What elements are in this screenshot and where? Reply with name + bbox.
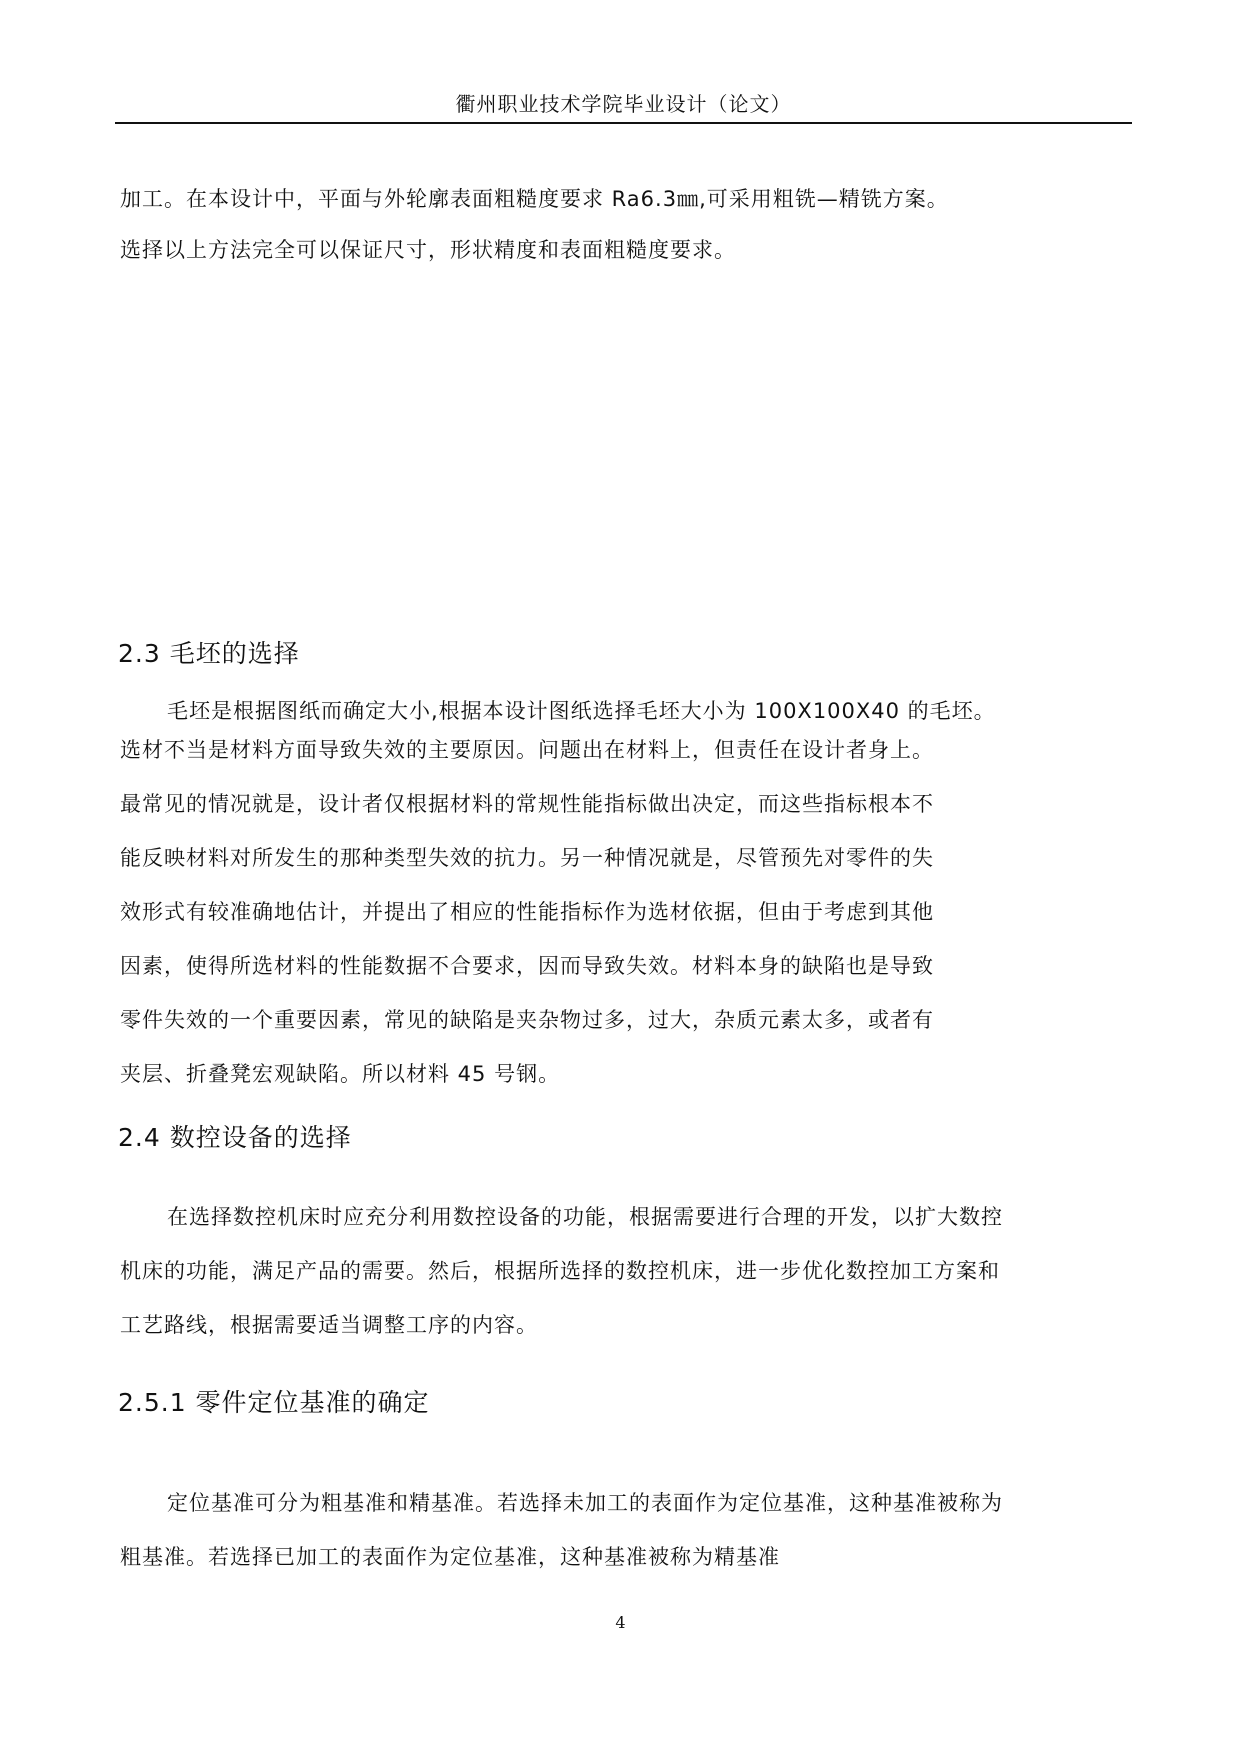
paragraph-line: 机床的功能，满足产品的需要。然后，根据所选择的数控机床，进一步优化数控加工方案和 bbox=[120, 1259, 1000, 1283]
paragraph-line: 效形式有较准确地估计，并提出了相应的性能指标作为选材依据，但由于考虑到其他 bbox=[120, 900, 934, 924]
intro-line-1: 加工。在本设计中，平面与外轮廓表面粗糙度要求 Ra6.3㎜,可采用粗铣—精铣方案。 bbox=[120, 187, 949, 211]
intro-line-2: 选择以上方法完全可以保证尺寸，形状精度和表面粗糙度要求。 bbox=[120, 238, 736, 262]
section-heading-2-4: 2.4 数控设备的选择 bbox=[118, 1123, 352, 1152]
page-number: 4 bbox=[615, 1613, 626, 1632]
paragraph-line: 在选择数控机床时应充分利用数控设备的功能，根据需要进行合理的开发，以扩大数控 bbox=[167, 1205, 1003, 1229]
paragraph-line: 粗基准。若选择已加工的表面作为定位基准，这种基准被称为精基准 bbox=[120, 1545, 780, 1569]
paragraph-line: 定位基准可分为粗基准和精基准。若选择未加工的表面作为定位基准，这种基准被称为 bbox=[167, 1491, 1003, 1515]
page-header bbox=[115, 82, 1132, 124]
paragraph-line: 因素，使得所选材料的性能数据不合要求，因而导致失效。材料本身的缺陷也是导致 bbox=[120, 954, 934, 978]
paragraph-line: 能反映材料对所发生的那种类型失效的抗力。另一种情况就是，尽管预先对零件的失 bbox=[120, 846, 934, 870]
paragraph-line: 最常见的情况就是，设计者仅根据材料的常规性能指标做出决定，而这些指标根本不 bbox=[120, 792, 934, 816]
section-heading-2-3: 2.3 毛坯的选择 bbox=[118, 639, 300, 668]
section-heading-2-5-1: 2.5.1 零件定位基准的确定 bbox=[118, 1388, 430, 1417]
paragraph-line: 选材不当是材料方面导致失效的主要原因。问题出在材料上，但责任在设计者身上。 bbox=[120, 738, 934, 762]
header-title: 衢州职业技术学院毕业设计（论文） bbox=[455, 92, 792, 116]
paragraph-line: 夹层、折叠凳宏观缺陷。所以材料 45 号钢。 bbox=[120, 1062, 561, 1086]
paragraph-line: 毛坯是根据图纸而确定大小,根据本设计图纸选择毛坯大小为 100X100X40 的毛坯。 bbox=[167, 699, 996, 723]
paragraph-line: 工艺路线，根据需要适当调整工序的内容。 bbox=[120, 1313, 538, 1337]
paragraph-line: 零件失效的一个重要因素，常见的缺陷是夹杂物过多，过大，杂质元素太多，或者有 bbox=[120, 1008, 934, 1032]
